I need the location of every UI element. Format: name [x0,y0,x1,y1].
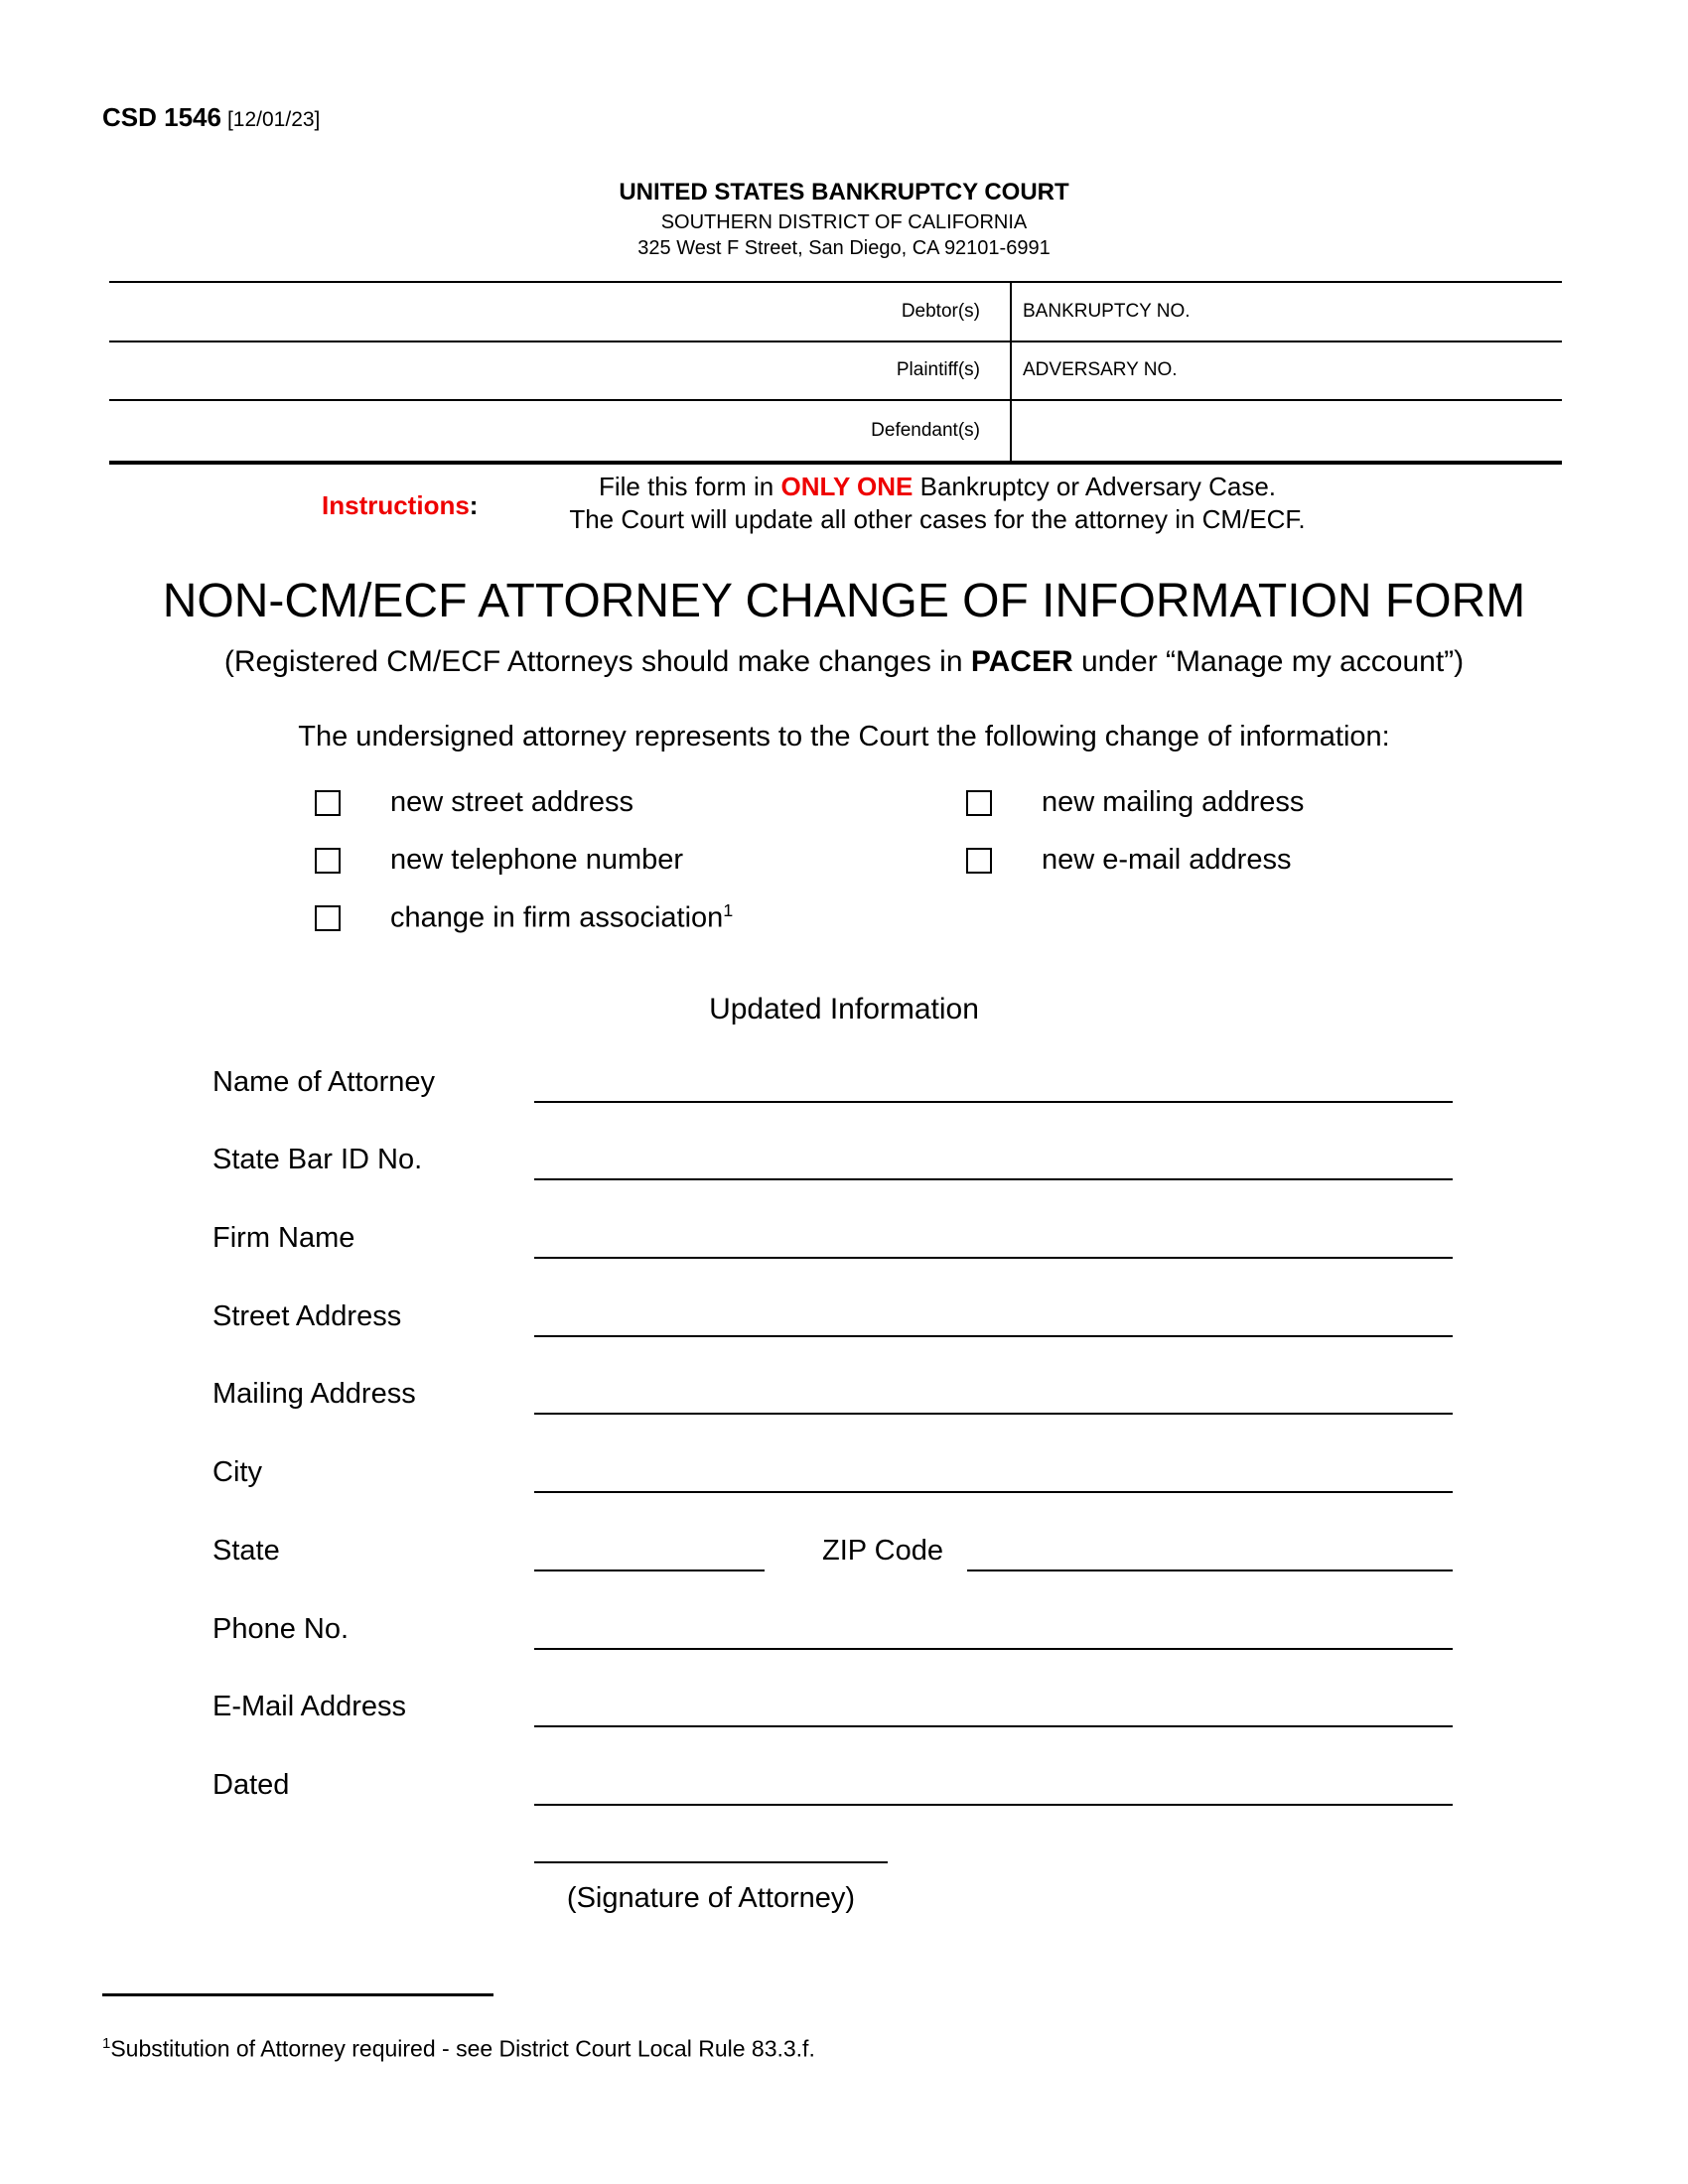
checkbox-column-1 [315,786,734,962]
updated-information-fields [212,1024,1453,1806]
updated-information-heading: Updated Information [709,993,979,1025]
instructions-line-2: The Court will update all other cases for the attorney in CM/ECF. [569,503,1306,534]
checkbox-row-street-address [315,786,733,818]
field-label-email-address: E-Mail Address [212,1691,407,1723]
dated-input-line[interactable] [534,1804,1453,1806]
empty-case-no-area[interactable] [1010,401,1562,461]
only-one-emphasis: ONLY ONE [780,472,914,501]
field-label-firm-name: Firm Name [212,1222,355,1255]
pacer-emphasis: PACER [970,645,1073,678]
checkbox-row-firm-association [315,900,734,934]
phone-no-input-line[interactable] [534,1648,1453,1650]
signature-caption: (Signature of Attorney) [566,1882,856,1914]
form-subtitle [0,645,1688,679]
court-district: SOUTHERN DISTRICT OF CALIFORNIA [660,211,1028,233]
defendant-name-area[interactable] [109,401,1010,461]
bankruptcy-no-label: BANKRUPTCY NO. [1023,300,1191,322]
instructions-colon: : [469,490,479,520]
checkbox-new-telephone-number[interactable] [315,848,341,874]
field-label-name-of-attorney: Name of Attorney [212,1065,436,1098]
checkbox-new-mailing-address[interactable] [966,790,992,816]
name-of-attorney-input-line[interactable] [534,1101,1453,1103]
field-label-state: State [212,1534,280,1567]
footnote-reference-marker: 1 [723,900,734,921]
field-row-name-of-attorney [212,1024,1453,1103]
checkbox-label-change-firm-association: change in firm association$^1$ [390,900,734,934]
field-label-dated: Dated [212,1768,290,1801]
field-label-mailing-address: Mailing Address [212,1378,416,1411]
field-row-phone-no [212,1571,1453,1650]
city-input-line[interactable] [534,1491,1453,1493]
checkbox-new-street-address[interactable] [315,790,341,816]
instructions-line1-post: Bankruptcy or Adversary Case. [913,472,1277,501]
instructions-word: Instructions [322,490,470,520]
court-address: 325 West F Street, San Diego, CA 92101-6991 [637,237,1051,259]
intro-sentence: The undersigned attorney represents to the Court the following change of information: [298,721,1390,752]
checkbox-row-mailing-address [966,786,1305,818]
table-row-defendant [109,401,1562,461]
field-row-mailing-address [212,1337,1453,1416]
table-row-debtor [109,283,1562,342]
checkbox-new-email-address[interactable] [966,848,992,874]
field-label-city: City [212,1456,262,1489]
instructions-line-1 [441,471,1434,503]
field-row-dated [212,1727,1453,1806]
adversary-no-area[interactable] [1010,342,1562,400]
debtor-label: Debtor(s) [901,300,980,322]
checkbox-label-new-email-address: new e-mail address [1042,844,1292,876]
footnote-divider [102,1993,493,1996]
adversary-no-label: ADVERSARY NO. [1023,359,1178,381]
firm-name-input-line[interactable] [534,1257,1453,1259]
checkbox-label-new-telephone-number: new telephone number [390,844,684,876]
court-header [0,179,1688,260]
field-row-city [212,1415,1453,1493]
state-bar-id-input-line[interactable] [534,1178,1453,1180]
field-row-street-address [212,1259,1453,1337]
field-label-phone-no: Phone No. [212,1612,350,1645]
zip-code-input-line[interactable] [967,1570,1453,1571]
form-number-text: CSD 1546 [102,102,221,132]
form-title: NON-CM/ECF ATTORNEY CHANGE OF INFORMATION FORM [162,575,1526,627]
court-name: UNITED STATES BANKRUPTCY COURT [619,179,1069,205]
form-revision-date: [12/01/23] [226,108,321,131]
field-row-state-bar-id [212,1103,1453,1181]
field-label-state-bar-id: State Bar ID No. [212,1144,423,1176]
signature-input-line[interactable] [534,1861,888,1863]
footnote-text [102,2035,815,2063]
field-row-firm-name [212,1180,1453,1259]
form-number [102,102,320,133]
checkbox-column-2 [966,786,1305,904]
subtitle-pre: (Registered CM/ECF Attorneys should make changes in [223,645,971,678]
checkbox-label-new-mailing-address: new mailing address [1042,786,1305,818]
mailing-address-input-line[interactable] [534,1413,1453,1415]
checkbox-row-email-address [966,844,1304,876]
checkbox-row-telephone-number [315,844,733,876]
defendant-label: Defendant(s) [871,419,980,441]
plaintiff-name-area[interactable] [109,342,1010,400]
table-row-plaintiff [109,342,1562,402]
field-row-email-address [212,1650,1453,1728]
checkbox-change-firm-association[interactable] [315,905,341,931]
plaintiff-label: Plaintiff(s) [896,359,980,381]
email-address-input-line[interactable] [534,1725,1453,1727]
footnote-marker: 1 [102,2035,111,2052]
debtor-name-area[interactable] [109,283,1010,341]
subtitle-post: under “Manage my account”) [1072,645,1465,678]
footnote-body: Substitution of Attorney required - see District Court Local Rule 83.3.f. [110,2035,815,2062]
field-row-state-zip [212,1493,1453,1571]
instructions-text [441,471,1434,535]
state-input-line[interactable] [534,1570,765,1571]
instructions-line1-pre: File this form in [598,472,781,501]
checkbox-label-new-street-address: new street address [390,786,634,818]
field-label-zip-code: ZIP Code [822,1534,943,1567]
bankruptcy-no-area[interactable] [1010,283,1562,341]
case-caption-table [109,281,1562,465]
street-address-input-line[interactable] [534,1335,1453,1337]
field-label-street-address: Street Address [212,1299,402,1332]
